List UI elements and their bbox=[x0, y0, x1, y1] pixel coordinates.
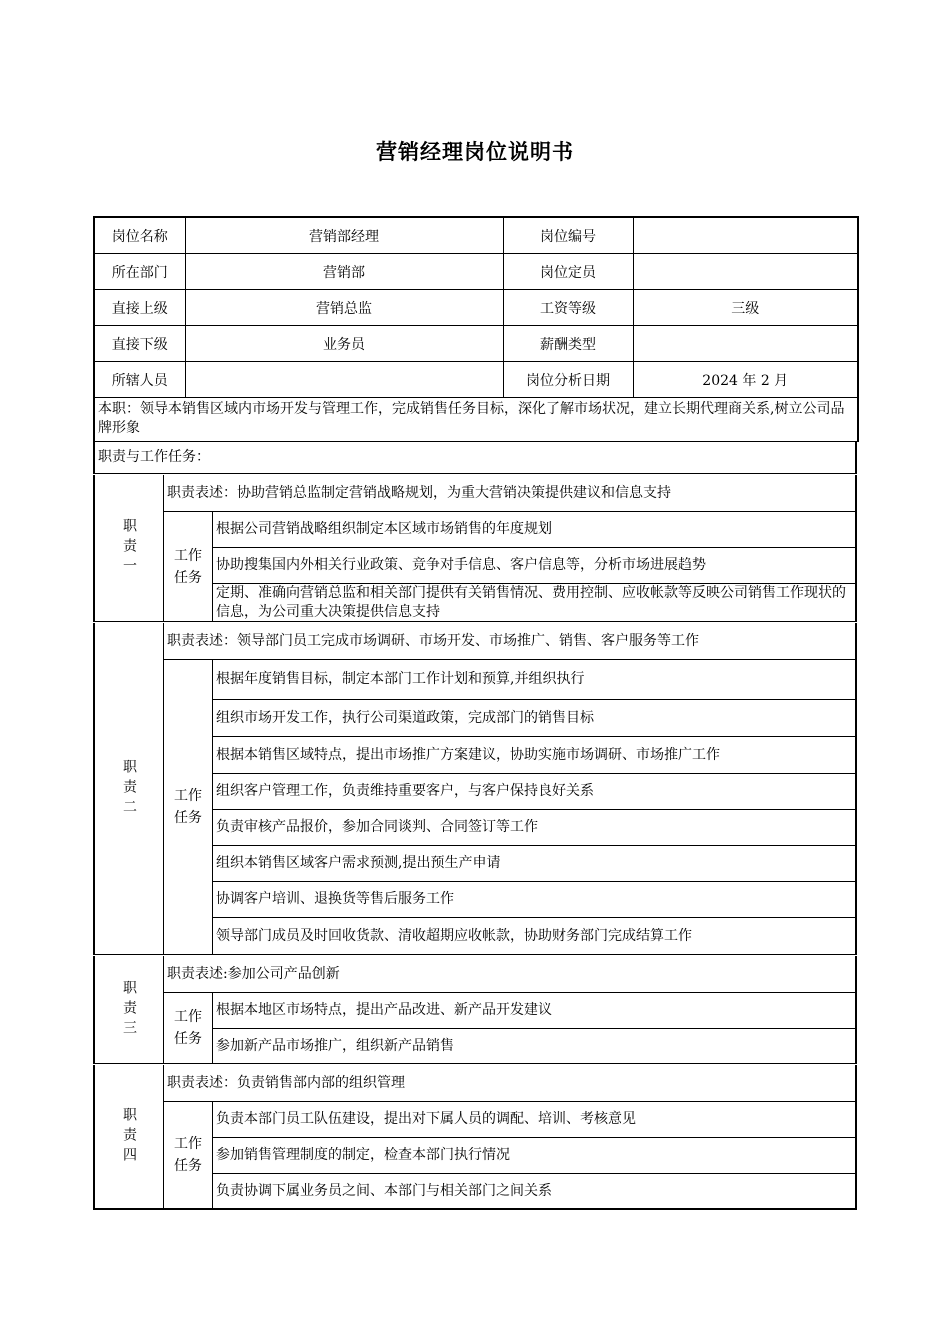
staff-label: 所辖人员 bbox=[94, 362, 185, 398]
task-item: 负责协调下属业务员之间、本部门与相关部门之间关系 bbox=[216, 1182, 552, 1199]
table-row bbox=[94, 254, 858, 290]
task-item: 根据本地区市场特点，提出产品改进、新产品开发建议 bbox=[213, 993, 855, 1029]
analysis-date-value: 2024 年 2 月 bbox=[633, 362, 858, 398]
duty-description: 职责表述：领导部门员工完成市场调研、市场开发、市场推广、销售、客户服务等工作 bbox=[164, 623, 855, 660]
position-name-value: 营销部经理 bbox=[185, 217, 503, 254]
position-name-label: 岗位名称 bbox=[94, 217, 185, 254]
pay-type-value bbox=[633, 326, 858, 362]
duty-section-4 bbox=[93, 1065, 857, 1210]
salary-grade-label: 工资等级 bbox=[503, 290, 633, 326]
table-row bbox=[94, 290, 858, 326]
task-label: 工作任务 bbox=[174, 1009, 202, 1047]
table-row bbox=[94, 326, 858, 362]
duties-header: 职责与工作任务： bbox=[93, 441, 857, 474]
analysis-date-label: 岗位分析日期 bbox=[503, 362, 633, 398]
superior-value: 营销总监 bbox=[185, 290, 503, 326]
duty-description: 职责表述:参加公司产品创新 bbox=[164, 956, 855, 993]
task-item: 协助搜集国内外相关行业政策、竞争对手信息、客户信息等，分析市场进展趋势 bbox=[213, 548, 855, 584]
pay-type-label: 薪酬类型 bbox=[503, 326, 633, 362]
position-code-value bbox=[633, 217, 858, 254]
superior-label: 直接上级 bbox=[94, 290, 185, 326]
duty-label: 职责三 bbox=[121, 979, 137, 1040]
task-item: 组织市场开发工作，执行公司渠道政策，完成部门的销售目标 bbox=[213, 700, 855, 737]
task-item: 根据年度销售目标，制定本部门工作计划和预算,并组织执行 bbox=[213, 660, 855, 700]
table-row bbox=[94, 217, 858, 254]
task-item: 参加新产品市场推广，组织新产品销售 bbox=[216, 1037, 454, 1054]
task-item: 协调客户培训、退换货等售后服务工作 bbox=[213, 882, 855, 918]
department-label: 所在部门 bbox=[94, 254, 185, 290]
task-item: 参加销售管理制度的制定，检查本部门执行情况 bbox=[213, 1138, 855, 1174]
table-row bbox=[94, 362, 858, 398]
duty-description: 职责表述：负责销售部内部的组织管理 bbox=[164, 1065, 855, 1102]
page-title: 营销经理岗位说明书 bbox=[376, 140, 574, 164]
task-item: 根据公司营销战略组织制定本区域市场销售的年度规划 bbox=[213, 512, 855, 548]
department-value: 营销部 bbox=[185, 254, 503, 290]
headcount-label: 岗位定员 bbox=[503, 254, 633, 290]
task-label: 工作任务 bbox=[174, 1136, 202, 1174]
position-info-table bbox=[93, 216, 859, 398]
duty-description: 职责表述：协助营销总监制定营销战略规划，为重大营销决策提供建议和信息支持 bbox=[164, 475, 855, 512]
duty-label: 职责四 bbox=[121, 1106, 137, 1167]
task-item: 负责本部门员工队伍建设，提出对下属人员的调配、培训、考核意见 bbox=[213, 1102, 855, 1138]
duty-section-3 bbox=[93, 956, 857, 1064]
duty-label: 职责一 bbox=[121, 518, 137, 578]
position-code-label: 岗位编号 bbox=[503, 217, 633, 254]
task-item: 领导部门成员及时回收货款、清收超期应收帐款，协助财务部门完成结算工作 bbox=[216, 927, 692, 944]
duty-label: 职责二 bbox=[121, 758, 137, 819]
task-label: 工作任务 bbox=[174, 547, 202, 586]
task-label: 工作任务 bbox=[174, 788, 202, 826]
job-summary: 本职：领导本销售区域内市场开发与管理工作，完成销售任务目标，深化了解市场状况，建立长期代理商关系,树立公司品牌形象 bbox=[93, 397, 859, 442]
salary-grade-value: 三级 bbox=[633, 290, 858, 326]
task-item: 组织本销售区域客户需求预测,提出预生产申请 bbox=[213, 846, 855, 882]
task-item: 定期、准确向营销总监和相关部门提供有关销售情况、费用控制、应收帐款等反映公司销售工作现状的信息，为公司重大决策提供信息支持 bbox=[216, 585, 846, 620]
subordinate-value: 业务员 bbox=[185, 326, 503, 362]
task-item: 根据本销售区域特点，提出市场推广方案建议，协助实施市场调研、市场推广工作 bbox=[213, 737, 855, 774]
task-item: 负责审核产品报价，参加合同谈判、合同签订等工作 bbox=[213, 810, 855, 846]
headcount-value bbox=[633, 254, 858, 290]
duty-section-2 bbox=[93, 623, 857, 955]
subordinate-label: 直接下级 bbox=[94, 326, 185, 362]
duty-section-1 bbox=[93, 475, 857, 622]
staff-value bbox=[185, 362, 503, 398]
task-item: 组织客户管理工作，负责维持重要客户，与客户保持良好关系 bbox=[213, 774, 855, 810]
